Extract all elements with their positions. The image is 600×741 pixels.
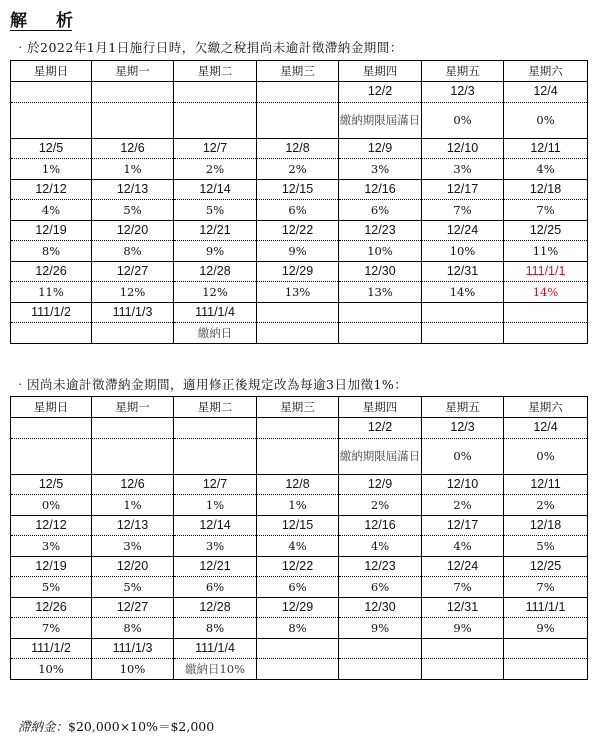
weekday-header: 星期三 [257,397,339,418]
rate-cell: 2% [174,159,257,180]
rate-cell [174,103,257,139]
date-cell [257,303,339,323]
date-cell: 12/9 [339,139,422,159]
date-cell: 111/1/4 [174,639,257,659]
date-cell: 12/4 [504,82,588,103]
date-cell [92,418,174,439]
date-cell [339,303,422,323]
date-row [11,303,588,323]
rate-cell: 9% [339,618,422,639]
rate-cell: 10% [11,659,92,680]
rate-row [11,159,588,180]
rate-cell [174,439,257,475]
date-row [11,516,588,536]
date-cell: 12/8 [257,139,339,159]
weekday-header: 星期四 [339,397,422,418]
rate-cell: 11% [11,282,92,303]
rate-row [11,495,588,516]
rate-cell: 14% [504,282,588,303]
date-cell: 12/30 [339,598,422,618]
date-row [11,598,588,618]
date-cell [11,82,92,103]
date-cell: 12/26 [11,262,92,282]
formula-label: 滯納金： [18,719,69,734]
rate-cell: 1% [257,495,339,516]
date-cell: 12/28 [174,262,257,282]
weekday-header: 星期六 [504,61,588,82]
rate-cell: 5% [11,577,92,598]
date-cell [339,639,422,659]
date-cell: 12/3 [422,82,504,103]
date-cell: 12/16 [339,516,422,536]
date-cell: 111/1/1 [504,598,588,618]
rate-cell: 4% [257,536,339,557]
rate-cell: 2% [422,495,504,516]
date-cell: 12/24 [422,557,504,577]
formula-expression: $20,000×10%＝$2,000 [68,719,215,734]
rate-cell: 4% [422,536,504,557]
date-cell: 12/29 [257,262,339,282]
rate-cell: 12% [174,282,257,303]
rate-cell: 7% [422,577,504,598]
date-row [11,180,588,200]
date-cell: 12/11 [504,139,588,159]
rate-row [11,439,588,475]
date-cell: 12/10 [422,475,504,495]
date-row [11,82,588,103]
date-cell [257,418,339,439]
date-cell: 12/20 [92,557,174,577]
rate-cell: 2% [257,159,339,180]
note-after-amendment: ‧因尚未逾計徵滯納金期間，適用修正後規定改為每逾3日加徵1%： [14,377,408,392]
rate-cell: 4% [339,536,422,557]
date-row [11,639,588,659]
weekday-header: 星期六 [504,397,588,418]
rate-cell: 8% [11,241,92,262]
rate-cell [92,439,174,475]
date-cell: 12/12 [11,180,92,200]
rate-row [11,659,588,680]
date-cell: 12/31 [422,262,504,282]
rate-cell: 5% [174,200,257,221]
weekday-header-row [11,61,588,82]
rate-row [11,200,588,221]
rate-cell: 10% [339,241,422,262]
date-cell: 12/21 [174,557,257,577]
date-cell: 12/6 [92,139,174,159]
rate-cell: 6% [339,200,422,221]
date-cell: 12/25 [504,557,588,577]
rate-cell: 8% [92,241,174,262]
rate-cell: 0% [504,103,588,139]
date-cell [174,418,257,439]
weekday-header: 星期一 [92,61,174,82]
rate-cell: 3% [92,536,174,557]
rate-row [11,282,588,303]
date-cell: 12/22 [257,221,339,241]
date-cell [257,82,339,103]
rate-cell: 1% [92,159,174,180]
rate-cell [504,323,588,344]
date-cell: 12/6 [92,475,174,495]
rate-row [11,241,588,262]
date-cell: 12/19 [11,557,92,577]
weekday-header: 星期日 [11,61,92,82]
date-cell: 12/3 [422,418,504,439]
rate-cell [11,439,92,475]
date-row [11,262,588,282]
weekday-header: 星期日 [11,397,92,418]
rate-row [11,323,588,344]
date-cell: 12/15 [257,516,339,536]
date-cell: 12/8 [257,475,339,495]
rate-cell: 5% [92,577,174,598]
rate-cell: 4% [504,159,588,180]
rate-cell: 12% [92,282,174,303]
rate-cell [339,659,422,680]
date-cell: 111/1/2 [11,639,92,659]
late-fee-formula [18,717,214,735]
date-cell: 12/18 [504,180,588,200]
date-cell: 111/1/1 [504,262,588,282]
date-cell: 12/5 [11,139,92,159]
date-cell: 111/1/3 [92,639,174,659]
rate-cell: 8% [174,618,257,639]
date-cell: 111/1/2 [11,303,92,323]
date-row [11,139,588,159]
date-row [11,475,588,495]
date-cell: 12/19 [11,221,92,241]
rate-cell: 7% [422,200,504,221]
date-cell [504,639,588,659]
date-cell [504,303,588,323]
rate-cell: 3% [422,159,504,180]
calendar-table-amended [10,396,588,680]
date-cell: 12/13 [92,180,174,200]
date-cell: 12/7 [174,139,257,159]
weekday-header: 星期二 [174,397,257,418]
date-cell: 12/25 [504,221,588,241]
rate-cell [257,659,339,680]
rate-row [11,618,588,639]
date-cell: 12/20 [92,221,174,241]
date-cell: 12/14 [174,180,257,200]
weekday-header: 星期五 [422,61,504,82]
rate-cell [257,103,339,139]
rate-cell: 13% [257,282,339,303]
rate-cell: 8% [257,618,339,639]
rate-cell: 繳納日 [174,323,257,344]
date-cell: 12/9 [339,475,422,495]
date-cell: 12/7 [174,475,257,495]
rate-cell [92,103,174,139]
rate-cell: 0% [504,439,588,475]
rate-cell: 繳納日10% [174,659,257,680]
weekday-header: 星期二 [174,61,257,82]
heading-underline [10,30,72,31]
date-cell: 12/29 [257,598,339,618]
section-heading: 解 析 [10,11,79,31]
rate-cell: 3% [339,159,422,180]
rate-cell: 5% [92,200,174,221]
rate-cell: 2% [339,495,422,516]
date-cell: 12/16 [339,180,422,200]
rate-cell: 7% [11,618,92,639]
rate-cell: 繳納期限屆滿日 [339,103,422,139]
date-cell [422,639,504,659]
calendar-table-original [10,60,588,344]
date-cell [422,303,504,323]
rate-cell: 0% [422,439,504,475]
date-cell: 12/31 [422,598,504,618]
date-cell: 12/30 [339,262,422,282]
date-cell: 12/12 [11,516,92,536]
date-cell: 12/21 [174,221,257,241]
date-cell: 12/27 [92,262,174,282]
rate-cell: 0% [11,495,92,516]
date-cell: 12/15 [257,180,339,200]
date-cell: 12/17 [422,516,504,536]
rate-cell [422,659,504,680]
date-cell: 12/11 [504,475,588,495]
date-cell: 111/1/3 [92,303,174,323]
weekday-header: 星期一 [92,397,174,418]
rate-cell: 6% [257,577,339,598]
rate-cell: 10% [92,659,174,680]
date-cell: 12/23 [339,221,422,241]
rate-cell [92,323,174,344]
rate-cell [339,323,422,344]
rate-cell: 9% [422,618,504,639]
rate-cell: 13% [339,282,422,303]
date-cell: 12/26 [11,598,92,618]
rate-cell: 7% [504,200,588,221]
date-cell: 12/28 [174,598,257,618]
weekday-header: 星期五 [422,397,504,418]
rate-cell: 1% [92,495,174,516]
date-cell [11,418,92,439]
date-cell: 12/10 [422,139,504,159]
rate-cell: 1% [174,495,257,516]
date-cell [257,639,339,659]
rate-cell: 5% [504,536,588,557]
date-cell: 12/5 [11,475,92,495]
date-cell: 12/27 [92,598,174,618]
note-before-amendment: ‧於2022年1月1日施行日時，欠繳之稅捐尚未逾計徵滯納金期間： [14,40,403,55]
date-row [11,418,588,439]
rate-row [11,536,588,557]
rate-cell: 9% [504,618,588,639]
date-cell: 12/22 [257,557,339,577]
rate-cell: 6% [174,577,257,598]
rate-cell: 9% [257,241,339,262]
date-cell: 111/1/4 [174,303,257,323]
rate-cell [11,103,92,139]
rate-cell: 繳納期限屆滿日 [339,439,422,475]
rate-row [11,103,588,139]
rate-cell: 6% [339,577,422,598]
rate-cell: 0% [422,103,504,139]
rate-cell: 11% [504,241,588,262]
rate-cell: 6% [257,200,339,221]
weekday-header: 星期四 [339,61,422,82]
rate-cell: 3% [11,536,92,557]
date-cell: 12/24 [422,221,504,241]
date-cell: 12/17 [422,180,504,200]
weekday-header: 星期三 [257,61,339,82]
date-cell: 12/13 [92,516,174,536]
rate-cell: 8% [92,618,174,639]
rate-cell: 7% [504,577,588,598]
date-cell: 12/4 [504,418,588,439]
date-row [11,557,588,577]
date-cell: 12/14 [174,516,257,536]
date-row [11,221,588,241]
weekday-header-row [11,397,588,418]
rate-row [11,577,588,598]
rate-cell: 14% [422,282,504,303]
rate-cell: 10% [422,241,504,262]
date-cell: 12/2 [339,82,422,103]
rate-cell: 2% [504,495,588,516]
rate-cell: 3% [174,536,257,557]
date-cell: 12/2 [339,418,422,439]
rate-cell [422,323,504,344]
rate-cell [257,323,339,344]
date-cell: 12/18 [504,516,588,536]
rate-cell: 4% [11,200,92,221]
date-cell: 12/23 [339,557,422,577]
rate-cell [11,323,92,344]
rate-cell [257,439,339,475]
rate-cell: 9% [174,241,257,262]
date-cell [92,82,174,103]
rate-cell: 1% [11,159,92,180]
date-cell [174,82,257,103]
rate-cell [504,659,588,680]
